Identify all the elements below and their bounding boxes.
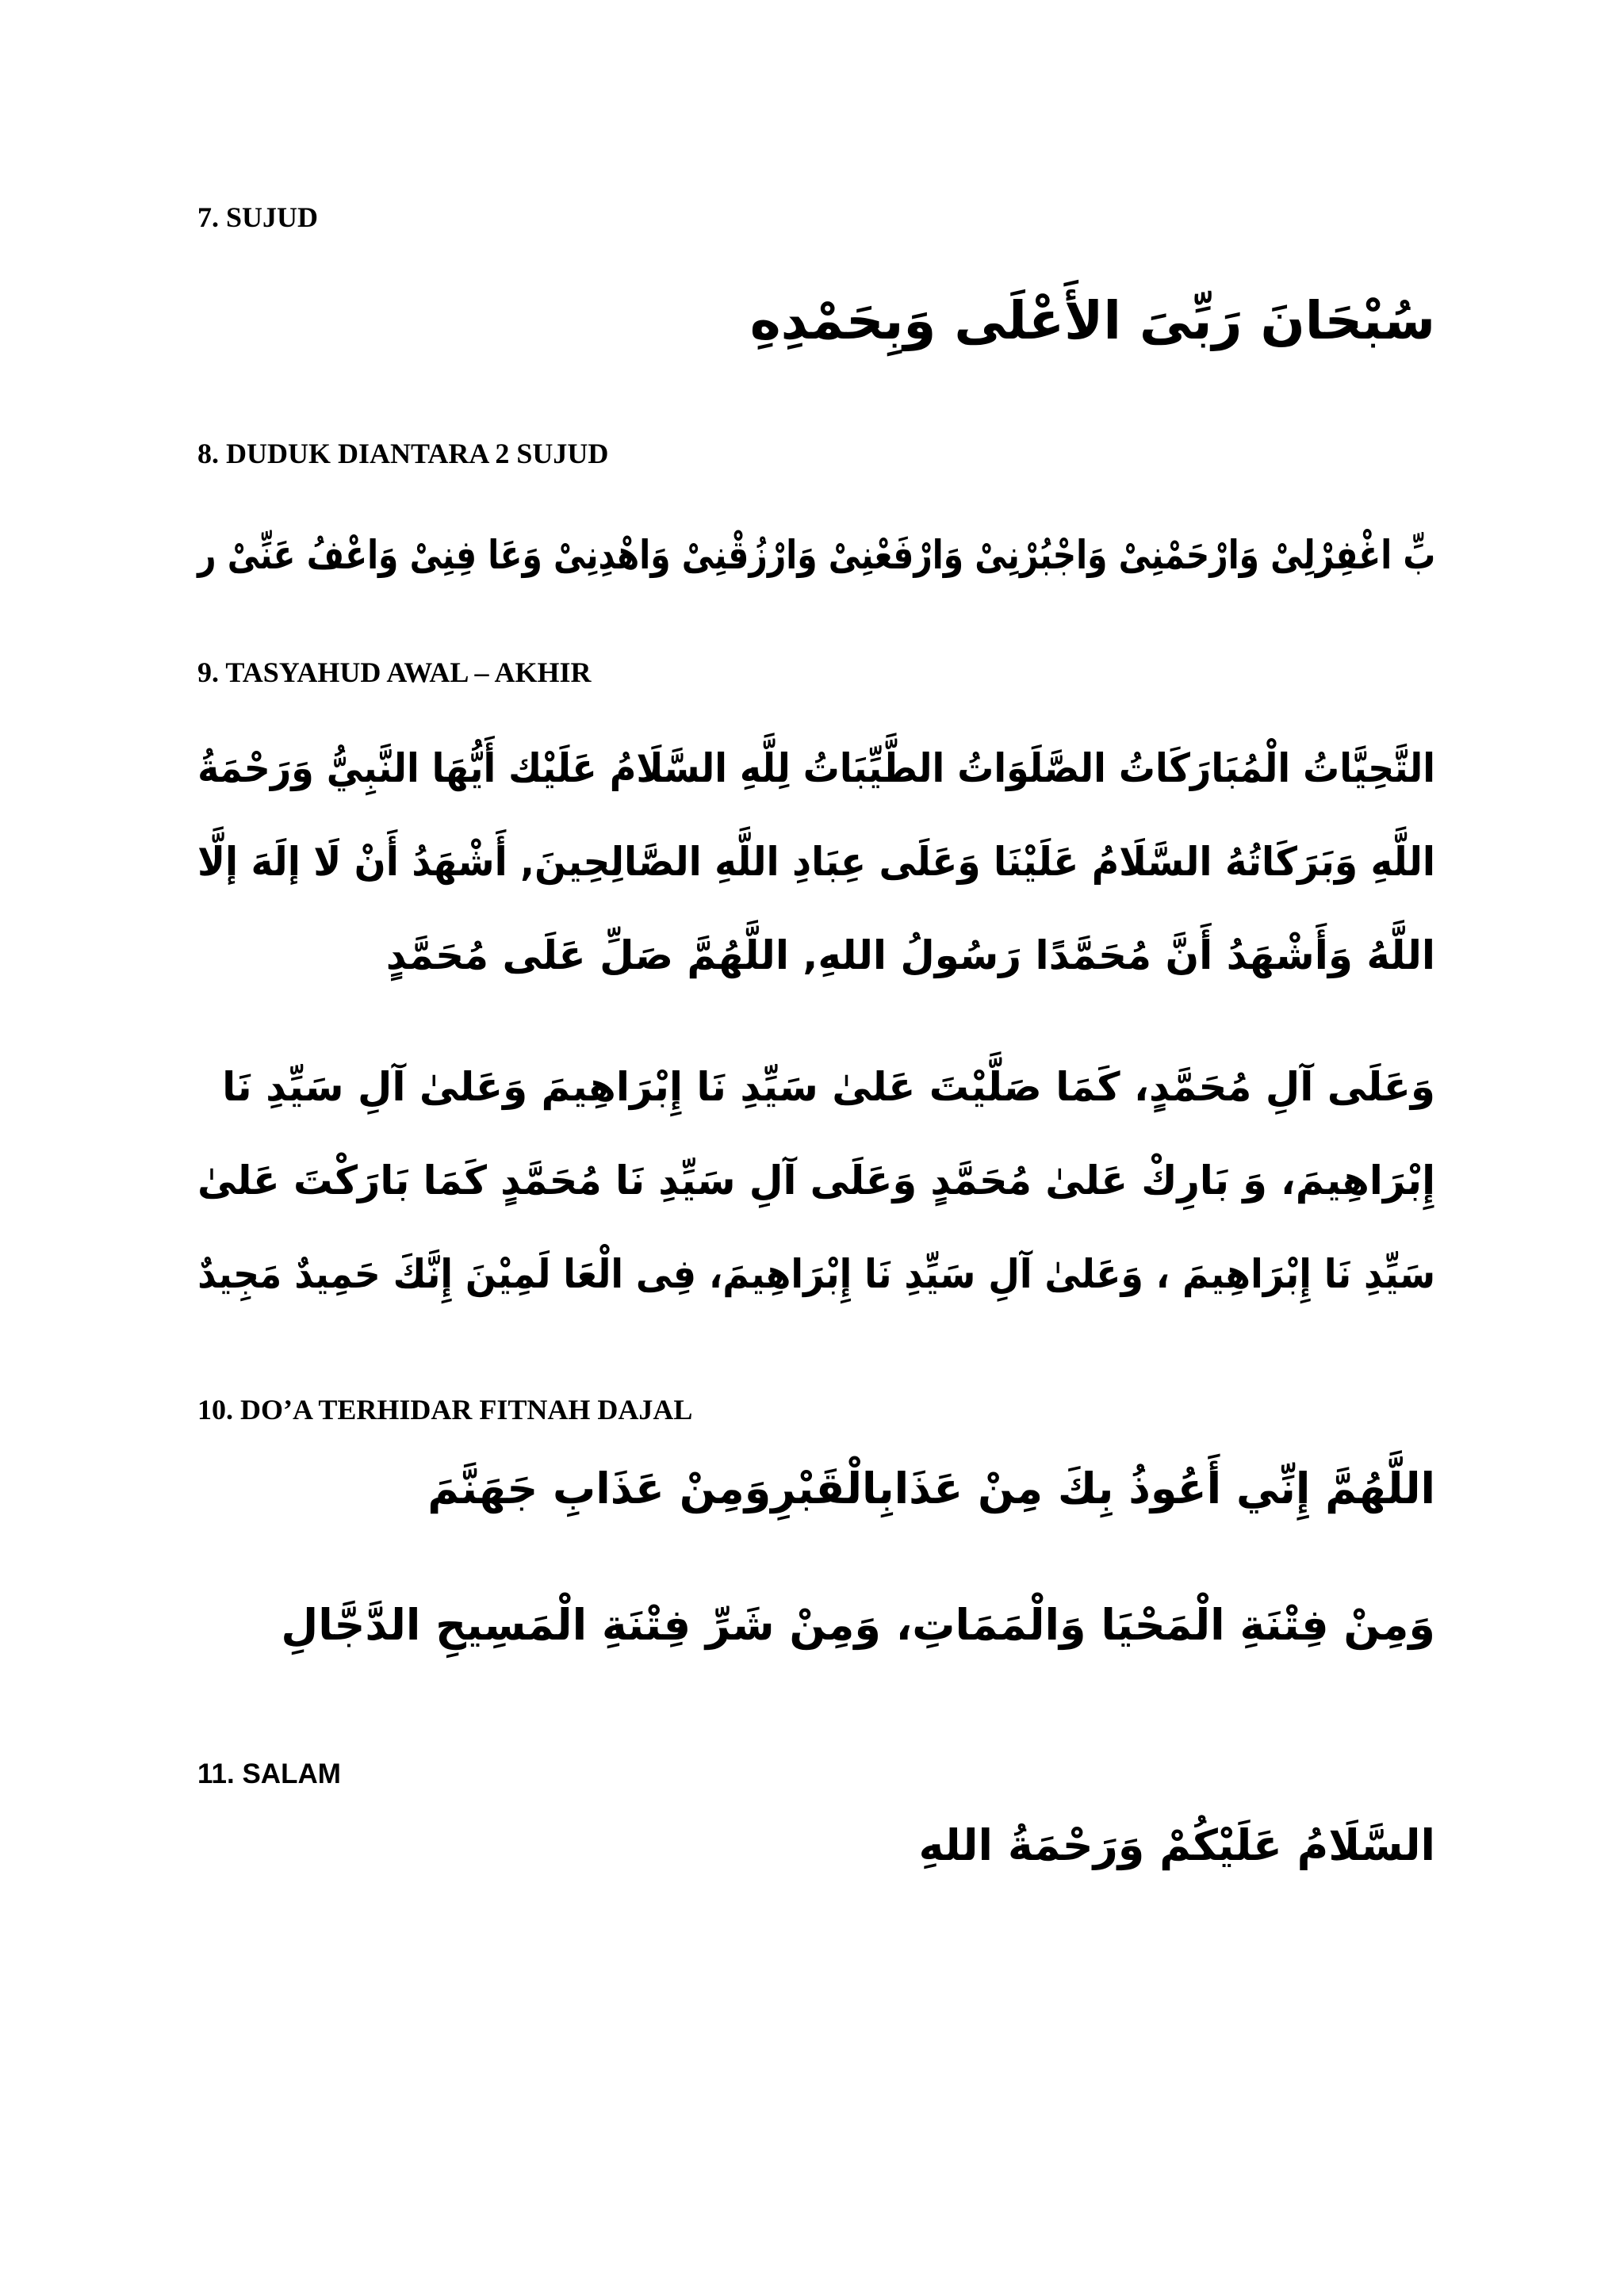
shalawat-line: وَعَلَى آلِ مُحَمَّدٍ، كَمَا صَلَّيْتَ عَلىٰ سَيِّدِ نَا إِبْرَاهِيمَ وَعَلىٰ آلِ سَيِّدِ نَا <box>222 1064 1435 1110</box>
tasyahud-line: اللَّهِ وَبَرَكَاتُهُ السَّلَامُ عَلَيْنَا وَعَلَى عِبَادِ اللَّهِ الصَّالِحِينَ, أَشْهَدُ أَنْ لَا إلَهَ إلَّا <box>197 839 1435 885</box>
duduk-prayer-text: بِّ اغْفِرْلِىْ وَارْحَمْنِىْ وَاجْبُرْنِىْ وَارْفَعْنِىْ وَارْزُقْنِىْ وَاهْدِنِىْ وَعَا فِنِىْ وَاعْفُ عَنِّىْ ر <box>197 532 1435 578</box>
tasyahud-line: التَّحِيَّاتُ الْمُبَارَكَاتُ الصَّلَوَاتُ الطَّيِّبَاتُ لِلَّهِ السَّلَامُ عَلَيْك أَيُّهَا النَّبِيُّ وَرَحْمَةُ <box>197 745 1435 791</box>
section-heading-doa-fitnah-dajal: 10. DO’A TERHIDAR FITNAH DAJAL <box>197 1394 693 1425</box>
doa-line-2: وَمِنْ فِتْنَةِ الْمَحْيَا وَالْمَمَاتِ، وَمِنْ شَرِّ فِتْنَةِ الْمَسِيحِ الدَّجَّالِ <box>281 1600 1435 1650</box>
section-heading-tasyahud: 9. TASYAHUD AWAL – AKHIR <box>197 656 592 688</box>
tasyahud-paragraph-2 <box>197 1040 1435 1321</box>
salam-text: السَّلَامُ عَلَيْكُمْ وَرَحْمَةُ اللهِ <box>918 1820 1435 1870</box>
shalawat-line: سَيِّدِ نَا إِبْرَاهِيمَ ، وَعَلىٰ آلِ سَيِّدِ نَا إِبْرَاهِيمَ، فِى الْعَا لَمِيْنَ إِنَّكَ حَمِيدٌ مَجِيدٌ <box>197 1251 1435 1297</box>
tasyahud-line: اللَّهُ وَأَشْهَدُ أَنَّ مُحَمَّدًا رَسُولُ اللهِ, اللَّهُمَّ صَلِّ عَلَى مُحَمَّدٍ <box>385 932 1435 978</box>
doa-line-1: اللَّهُمَّ إِنِّي أَعُوذُ بِكَ مِنْ عَذَابِالْقَبْرِوَمِنْ عَذَابِ جَهَنَّمَ <box>427 1464 1435 1513</box>
tasyahud-paragraph-1 <box>197 721 1435 1002</box>
section-heading-duduk-diantara-sujud: 8. DUDUK DIANTARA 2 SUJUD <box>197 438 609 469</box>
sujud-prayer-text: سُبْحَانَ رَبِّىَ الأَعْلَى وَبِحَمْدِهِ <box>749 290 1435 351</box>
section-heading-salam: 11. SALAM <box>197 1758 341 1789</box>
shalawat-line: إِبْرَاهِيمَ، وَ بَارِكْ عَلىٰ مُحَمَّدٍ وَعَلَى آلِ سَيِّدِ نَا مُحَمَّدٍ كَمَا بَارَكْتَ عَلىٰ <box>197 1158 1436 1203</box>
section-heading-sujud: 7. SUJUD <box>197 201 319 233</box>
